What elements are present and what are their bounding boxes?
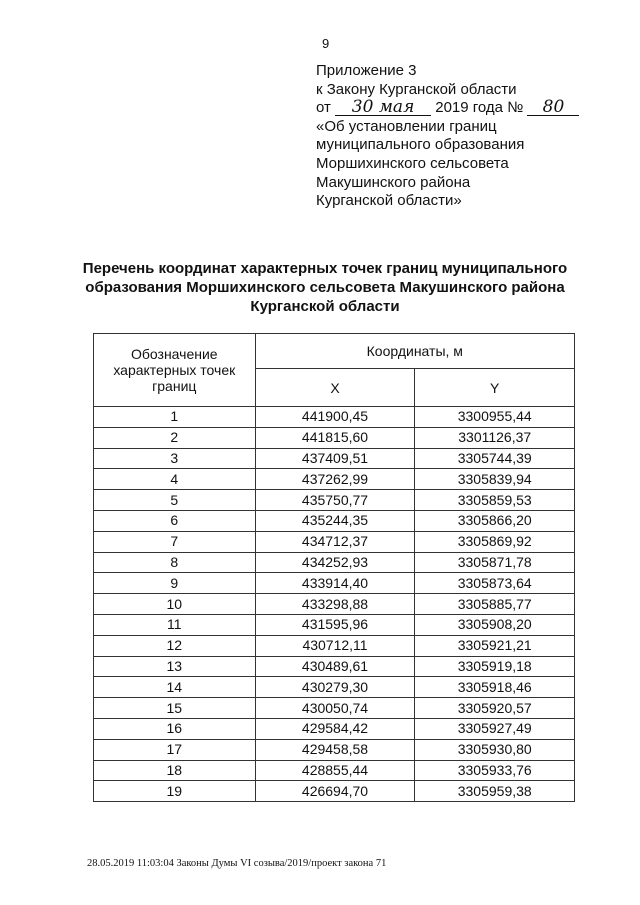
table-row [94,552,575,573]
table-row [94,698,575,719]
x-coordinate-cell: 429458,58 [255,739,415,760]
point-number-cell: 16 [94,718,256,739]
table-row [94,635,575,656]
point-number-cell: 11 [94,614,256,635]
coordinates-table [93,333,575,802]
y-coordinate-cell: 3305921,21 [415,635,575,656]
x-coordinate-cell: 433914,40 [255,573,415,594]
y-coordinate-cell: 3305919,18 [415,656,575,677]
x-coordinate-cell: 430489,61 [255,656,415,677]
x-coordinate-cell: 426694,70 [255,781,415,802]
appendix-line-6: Моршихинского сельсовета [316,154,509,172]
handwritten-law-number: 80 [527,100,579,116]
y-coordinate-cell: 3301126,37 [415,427,575,448]
table-row [94,656,575,677]
point-number-cell: 5 [94,490,256,511]
table-row [94,407,575,428]
y-coordinate-cell: 3305920,57 [415,698,575,719]
x-coordinate-cell: 430050,74 [255,698,415,719]
point-number-cell: 4 [94,469,256,490]
date-prefix: от [316,99,331,117]
coordinates-table-body [94,407,575,802]
x-coordinate-cell: 435244,35 [255,510,415,531]
y-coordinate-cell: 3305871,78 [415,552,575,573]
y-coordinate-cell: 3305869,92 [415,531,575,552]
point-number-cell: 10 [94,594,256,615]
header-x: X [255,369,415,407]
point-number-cell: 3 [94,448,256,469]
y-coordinate-cell: 3305930,80 [415,739,575,760]
document-title [60,259,590,316]
appendix-line-4: «Об установлении границ [316,117,497,135]
y-coordinate-cell: 3305918,46 [415,677,575,698]
point-number-cell: 9 [94,573,256,594]
table-row [94,594,575,615]
y-coordinate-cell: 3305959,38 [415,781,575,802]
y-coordinate-cell: 3305873,64 [415,573,575,594]
y-coordinate-cell: 3305885,77 [415,594,575,615]
title-line-1: Перечень координат характерных точек границ муниципального [82,260,568,277]
table-row [94,614,575,635]
point-number-cell: 18 [94,760,256,781]
table-row [94,448,575,469]
x-coordinate-cell: 433298,88 [255,594,415,615]
x-coordinate-cell: 431595,96 [255,614,415,635]
point-number-cell: 6 [94,510,256,531]
title-line-2: образования Моршихинского сельсовета Макушинского района [85,279,565,296]
point-number-cell: 7 [94,531,256,552]
point-number-cell: 15 [94,698,256,719]
x-coordinate-cell: 434712,37 [255,531,415,552]
appendix-line-2: к Закону Курганской области [316,80,517,98]
appendix-line-8: Курганской области» [316,192,462,210]
point-number-cell: 1 [94,407,256,428]
appendix-line-7: Макушинского района [316,173,471,191]
table-row [94,677,575,698]
point-number-cell: 2 [94,427,256,448]
point-number-cell: 17 [94,739,256,760]
page-number: 9 [322,36,330,51]
appendix-header [316,62,616,211]
table-row [94,781,575,802]
point-number-cell: 13 [94,656,256,677]
table-row [94,531,575,552]
x-coordinate-cell: 430712,11 [255,635,415,656]
y-coordinate-cell: 3305839,94 [415,469,575,490]
x-coordinate-cell: 434252,93 [255,552,415,573]
y-coordinate-cell: 3305908,20 [415,614,575,635]
handwritten-date: 30 мая [335,100,431,116]
x-coordinate-cell: 441900,45 [255,407,415,428]
table-row [94,427,575,448]
x-coordinate-cell: 428855,44 [255,760,415,781]
header-y: Y [415,369,575,407]
y-coordinate-cell: 3300955,44 [415,407,575,428]
table-row [94,490,575,511]
x-coordinate-cell: 437262,99 [255,469,415,490]
y-coordinate-cell: 3305744,39 [415,448,575,469]
title-line-3: Курганской области [250,298,400,315]
footer-stamp: 28.05.2019 11:03:04 Законы Думы VI созыва/2019/проект закона 71 [87,858,387,869]
appendix-line-1: Приложение 3 [316,62,417,79]
point-number-cell: 12 [94,635,256,656]
y-coordinate-cell: 3305933,76 [415,760,575,781]
point-number-cell: 19 [94,781,256,802]
header-coordinates: Координаты, м [255,334,574,369]
x-coordinate-cell: 437409,51 [255,448,415,469]
y-coordinate-cell: 3305859,53 [415,490,575,511]
table-row [94,718,575,739]
table-row [94,760,575,781]
x-coordinate-cell: 429584,42 [255,718,415,739]
appendix-date-line [316,99,616,118]
table-row [94,573,575,594]
y-coordinate-cell: 3305927,49 [415,718,575,739]
point-number-cell: 14 [94,677,256,698]
table-row [94,469,575,490]
x-coordinate-cell: 435750,77 [255,490,415,511]
header-points: Обозначение характерных точек границ [94,334,256,407]
point-number-cell: 8 [94,552,256,573]
x-coordinate-cell: 430279,30 [255,677,415,698]
year-text: 2019 года № [435,99,524,117]
table-row [94,510,575,531]
table-row [94,739,575,760]
x-coordinate-cell: 441815,60 [255,427,415,448]
y-coordinate-cell: 3305866,20 [415,510,575,531]
appendix-line-5: муниципального образования [316,136,525,154]
